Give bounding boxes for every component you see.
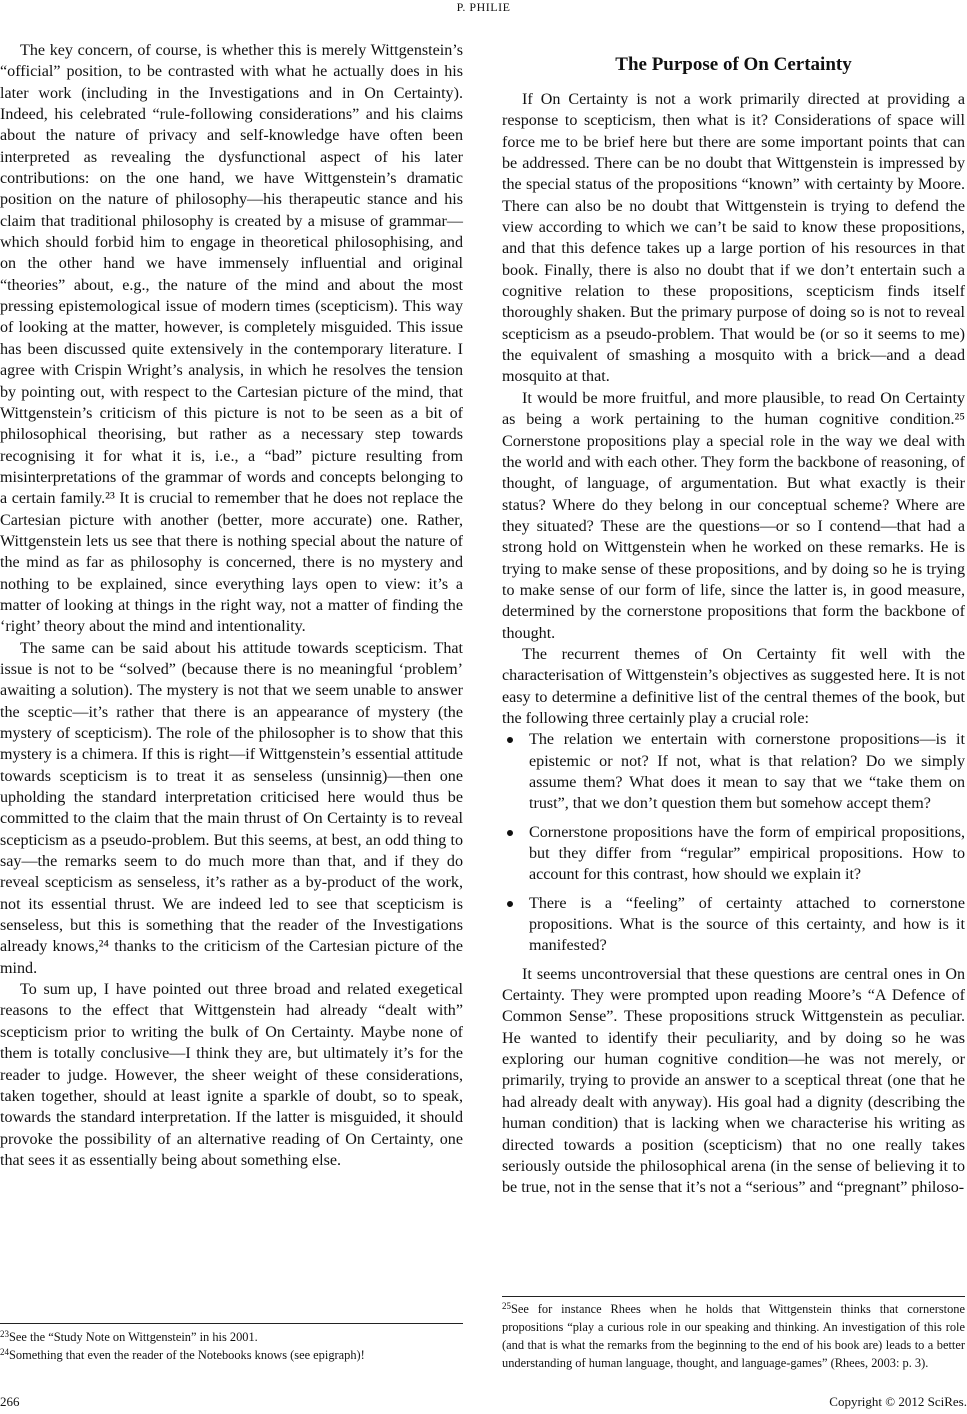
right-column [502,40,965,1199]
paragraph: If On Certainty is not a work primarily directed at providing a response to scepticism, then what is it? Considerations of space will force me to be brief here but there are some important points that can be addressed. There can be no doubt that Wittgenstein is impressed by the special status of the propositions “known” with certainty by Moore. There can also be no doubt that Wittgenstein is trying to defend the view according to which we can’t be said to know these propositions, and that this defence takes up a large portion of his resources in that book. Finally, there is also no doubt that if we don’t entertain such a cognitive relation to these propositions, scepticism finds itself thoroughly shaken. But the primary purpose of doing so is not to reveal scepticism as a pseudo-problem. That would be (or so it seems to me) the equivalent of smashing a mosquito with a brick—and a dead mosquito at that. [502,91,965,386]
paragraph: To sum up, I have pointed out three broad and related exegetical reasons to the effect that Wittgenstein had already “dealt with” scepticism prior to writing the bulk of On Certainty. Maybe none of them is totally conclusive—I think they are, but ultimately it’s for the reader to judge. However, the sheer weight of these considerations, taken together, should at least ignite a sparkle of doubt, so to speak, towards the standard interpretation. If the latter is misguided, it should provoke the possibility of an alternative reading of On Certainty, one that sees it as essentially being about something else. [0,981,463,1169]
paragraph: The same can be said about his attitude towards scepticism. That issue is not to be “solved” (because there is no meaningful ‘problem’ awaiting a solution). The mystery is not that we seem unable to answer the sceptic—it’s rather that there is an appearance of mystery (the mystery of scepticism). The role of the philosopher is to show that this mystery is a chimera. If this is right—if Wittgenstein’s essential attitude towards scepticism is to treat it as senseless (unsinnig)—then one upholding the standard interpretation criticised here would thus be committed to the claim that the main thrust of On Certainty is to reveal scepticism as a pseudo-problem. But this seems, at best, an odd thing to say—the remarks seem to do much more than that, and if they do reveal scepticism as senseless, it’s rather as a by-product of the work, not its essential thrust. We are indeed led to see that scepticism is senseless, but this is something that the reader of the Investigations already knows,²⁴ thanks to the criticism of the Cartesian picture of the mind. [0,639,463,977]
footnote-rule [502,1296,965,1297]
page-number: 266 [0,1394,20,1409]
paragraph: It seems uncontroversial that these questions are central ones in On Certainty. They were prompted upon reading Moore’s “A Defence of Common Sense”. These propositions struck Wittgenstein as peculiar. He wanted to identify their peculiarity, and by doing so he was exploring our human cognitive condition—he was not merely, or primarily, trying to provide an answer to a sceptical threat (one that he had already dealt with anyway). His goal had a dignity (describing the human condition) that is lacking when we characterise his writing as directed towards a position (scepticism) that no one really takes seriously outside the philosophical arena (in the sense of believing it to be true, not in the sense that it’s not a “serious” and “pregnant” philoso- [502,965,965,1197]
section-title: The Purpose of On Certainty [615,54,852,75]
list-item: The relation we entertain with cornerstone propositions—is it epistemic or not? If not, what is that relation? Do we simply assume them? What does it mean to say that we “take them on trust”, that we don’t question them but somehow accept them? [502,729,965,814]
list-item: There is a “feeling” of certainty attached to cornerstone propositions. What is the source of this certainty, and how is it manifested? [502,893,965,957]
footnote-rule [0,1323,463,1324]
footnote: $^{23}$See the “Study Note on Wittgenstein” in his 2001. [0,1329,258,1344]
paragraph: The key concern, of course, is whether this is merely Wittgenstein’s “official” position, to be contrasted with what he actually does in his later work (including in the Investigations and in On Certainty). Indeed, his celebrated “rule-following considerations” and his claims about the nature of privacy and self-knowledge have often been interpreted as revealing the dysfunctional aspect of his later contributions: on the one hand, we have Wittgenstein’s dramatic position on the nature of philosophy—his therapeutic stance and his claim that traditional philosophy is created by a misuse of grammar—which should forbid him to engage in theoretical philosophising, and on the other hand we have immensely influential and original “theories” about, e.g., the nature of the mind and about the most pressing epistemological issue of modern times (scepticism). This way of looking at the matter, however, is completely misguided. This issue has been discussed quite extensively in the contemporary literature. I agree with Crispin Wright’s analysis, in which he resolves the tension by pointing out, with respect to the Cartesian picture of the mind, that Wittgenstein’s criticism of this picture is not to be seen as a bit of philosophical theorising, but rather as a necessary step towards recognising it for what it is, i.e., a “bad” picture resulting from misinterpretations of the grammar of words and concepts belonging to a certain family.²³ It is crucial to remember that he does not replace the Cartesian picture with another (better, more accurate) one. Rather, Wittgenstein lets us see that there is nothing special about the nature of the mind as far as philosophy is concerned, there is no mystery and nothing to be explained, since everything lays open to view: it’s a matter of looking at things in the right way, not a matter of finding the ‘right’ theory about the mind and intentionality. [0,42,463,636]
theme-list [502,729,965,956]
footnotes-right [502,1300,965,1372]
footnotes-left [0,1328,463,1364]
list-item: Cornerstone propositions have the form of empirical propositions, but they differ from “regular” empirical propositions. How to account for this contrast, how should we explain it? [502,822,965,886]
paragraph: The recurrent themes of On Certainty fit well with the characterisation of Wittgenstein’s objectives as suggested here. It is not easy to determine a definitive list of the central themes of the book, but the following three certainly play a crucial role: [502,645,965,727]
running-head: P. PHILIE [456,0,511,14]
paragraph: It would be more fruitful, and more plausible, to read On Certainty as being a work pertaining to the human cognitive condition.²⁵ Cornerstone propositions play a special role in the way we deal with the world and with each other. They form the backbone of reasoning, of thought, of language, of argumentation. But what exactly is their status? Where do they belong in our conceptual scheme? Where are they situated? These are the questions—or so I contend—that had a strong hold on Wittgenstein when he worked on these remarks. He is trying to make sense of these propositions, and by doing so he is trying to make sense of our form of life, since the latter is, in good measure, determined by the cornerstone propositions that form the backbone of thought. [502,389,965,642]
footnote: $^{25}$See for instance Rhees when he holds that Wittgenstein thinks that cornerstone propositions “play a curious role in our speaking and thinking. An investigation of this role (and that is what the remarks from the beginning to the end of his book are) leads to a better understanding of human language, thought, and language-games” (Rhees, 2003: p. 3). [502,1301,965,1370]
bullet-icon [507,901,513,907]
bullet-icon [507,737,513,743]
bullet-icon [507,830,513,836]
left-column [0,40,463,1171]
copyright: Copyright © 2012 SciRes. [829,1394,967,1409]
footnote: $^{24}$Something that even the reader of the Notebooks knows (see epigraph)! [0,1347,365,1362]
